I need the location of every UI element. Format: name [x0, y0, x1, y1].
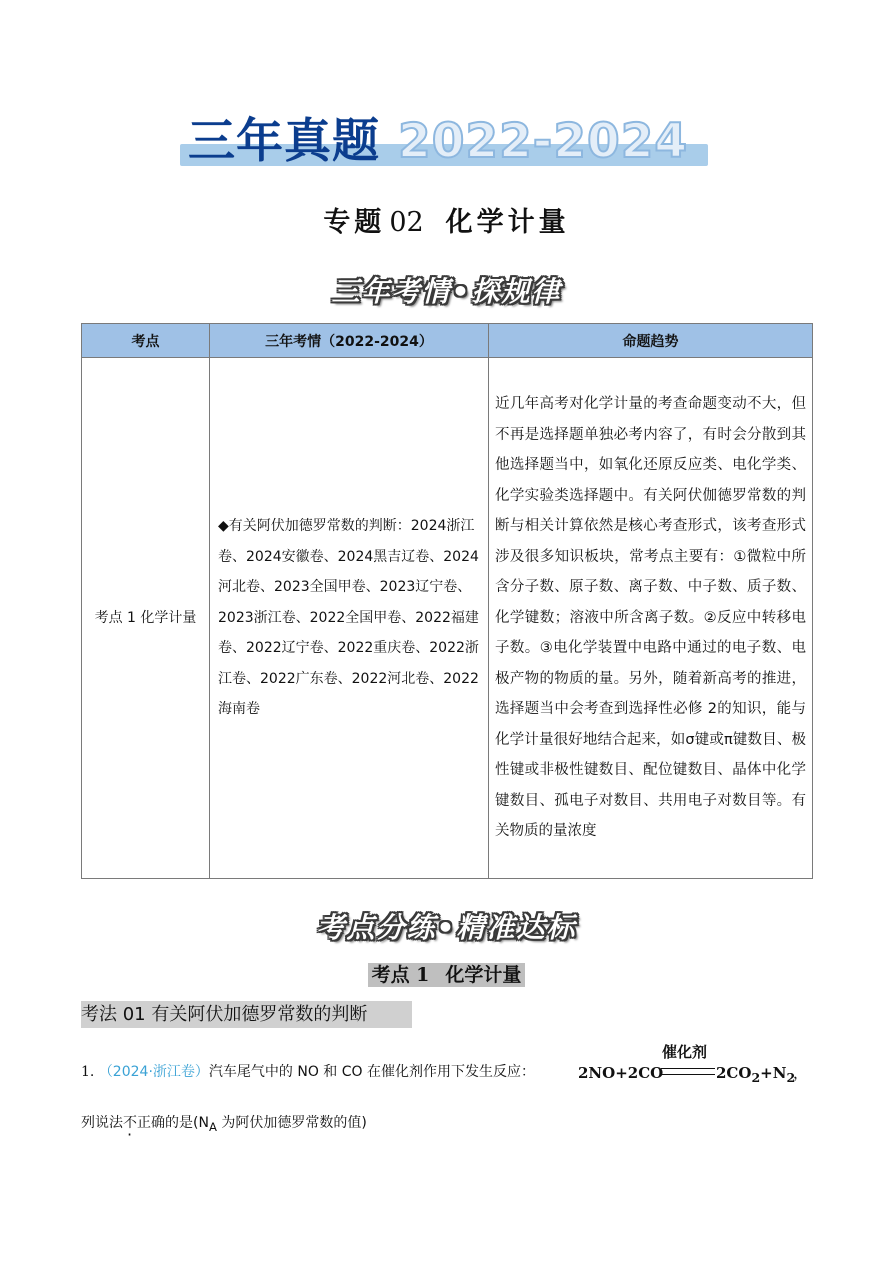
rhs-sub2: 2: [786, 1070, 796, 1085]
cell-kaodian: 考点 1 化学计量: [82, 358, 210, 879]
kaodian-title: [0, 960, 893, 987]
subject-number: 02: [389, 207, 424, 238]
banner-title-years: 2022-2024: [398, 114, 689, 169]
kaodian-label: 考点 1: [371, 964, 430, 986]
cell-qushi: 近几年高考对化学计量的考查命题变动不大，但不再是选择题单独必考内容了，有时会分散到其他选择题当中，如氧化还原反应类、电化学类、化学实验类选择题中。有关阿伏伽德罗常数的判断与相关计算依然是核心考查形式，该考查形式涉及很多知识板块，常考点主要有：①微粒中所含分子数、原子数、离子数、中子数、质子数、化学键数；溶液中所含离子数。②反应中转移电子数。③电化学装置中电路中通过的电子数、电极产物的物质的量。另外，随着新高考的推进，选择题当中会考查到选择性必修 2的知识，能与化学计量很好地结合起来，如σ键或π键数目、极性键或非极性键数目、配位键数目、晶体中化学键数目、孤电子对数目、共用电子对数目等。有关物质的量浓度: [489, 358, 813, 879]
catalyst-label: 催化剂: [662, 1043, 708, 1061]
question-text: 汽车尾气中的 NO 和 CO 在催化剂作用下发生反应：: [208, 1064, 535, 1080]
table-header-kaodian: 考点: [82, 324, 210, 358]
question-source: （2024·浙江卷）: [98, 1064, 209, 1080]
title-banner: [178, 112, 713, 174]
reaction-equation: [578, 1040, 808, 1090]
line2-emphasis: 不正确: [123, 1115, 165, 1131]
kaodian-name: 化学计量: [445, 964, 522, 986]
rhs-co: 2CO: [716, 1064, 752, 1082]
line2-sub: A: [208, 1119, 217, 1134]
exam-analysis-table: [81, 323, 813, 879]
section-heading-trends: 三年考情•探规律: [331, 275, 562, 308]
rhs-n: +N: [760, 1064, 787, 1082]
equation-lhs: 2NO+2CO: [578, 1064, 664, 1082]
subject-title: [0, 200, 893, 239]
cell-kaoqing: ◆有关阿伏加德罗常数的判断：2024浙江卷、2024安徽卷、2024黑吉辽卷、2024河北卷、2023全国甲卷、2023辽宁卷、2023浙江卷、2022全国甲卷、2022福建卷、2022辽宁卷、2022重庆卷、2022浙江卷、2022广东卷、2022河北卷、2022海南卷: [210, 358, 489, 879]
table-header-kaoqing: 三年考情（2022-2024）: [210, 324, 489, 358]
banner-title-cn: 三年真题: [188, 114, 380, 169]
line2-a: 列说法: [81, 1115, 123, 1131]
table-row: [82, 358, 813, 879]
equation-comma: ，: [793, 1064, 809, 1082]
question-number: 1.: [81, 1064, 95, 1080]
line2-c: 为阿伏加德罗常数的值): [216, 1115, 367, 1131]
rhs-sub: 2: [751, 1070, 761, 1085]
equation-arrow: [661, 1068, 715, 1075]
question-1-line2: [81, 1112, 367, 1134]
table-header-row: [82, 324, 813, 358]
section-heading-practice: 考点分练•精准达标: [316, 911, 577, 944]
equation-rhs: [716, 1064, 795, 1085]
kaofa-title: 考法 01 有关阿伏加德罗常数的判断: [81, 1001, 412, 1028]
table-header-qushi: 命题趋势: [489, 324, 813, 358]
subject-prefix: 专题: [323, 207, 386, 238]
line2-b: 的是(N: [165, 1115, 209, 1131]
subject-name: 化学计量: [445, 207, 570, 238]
